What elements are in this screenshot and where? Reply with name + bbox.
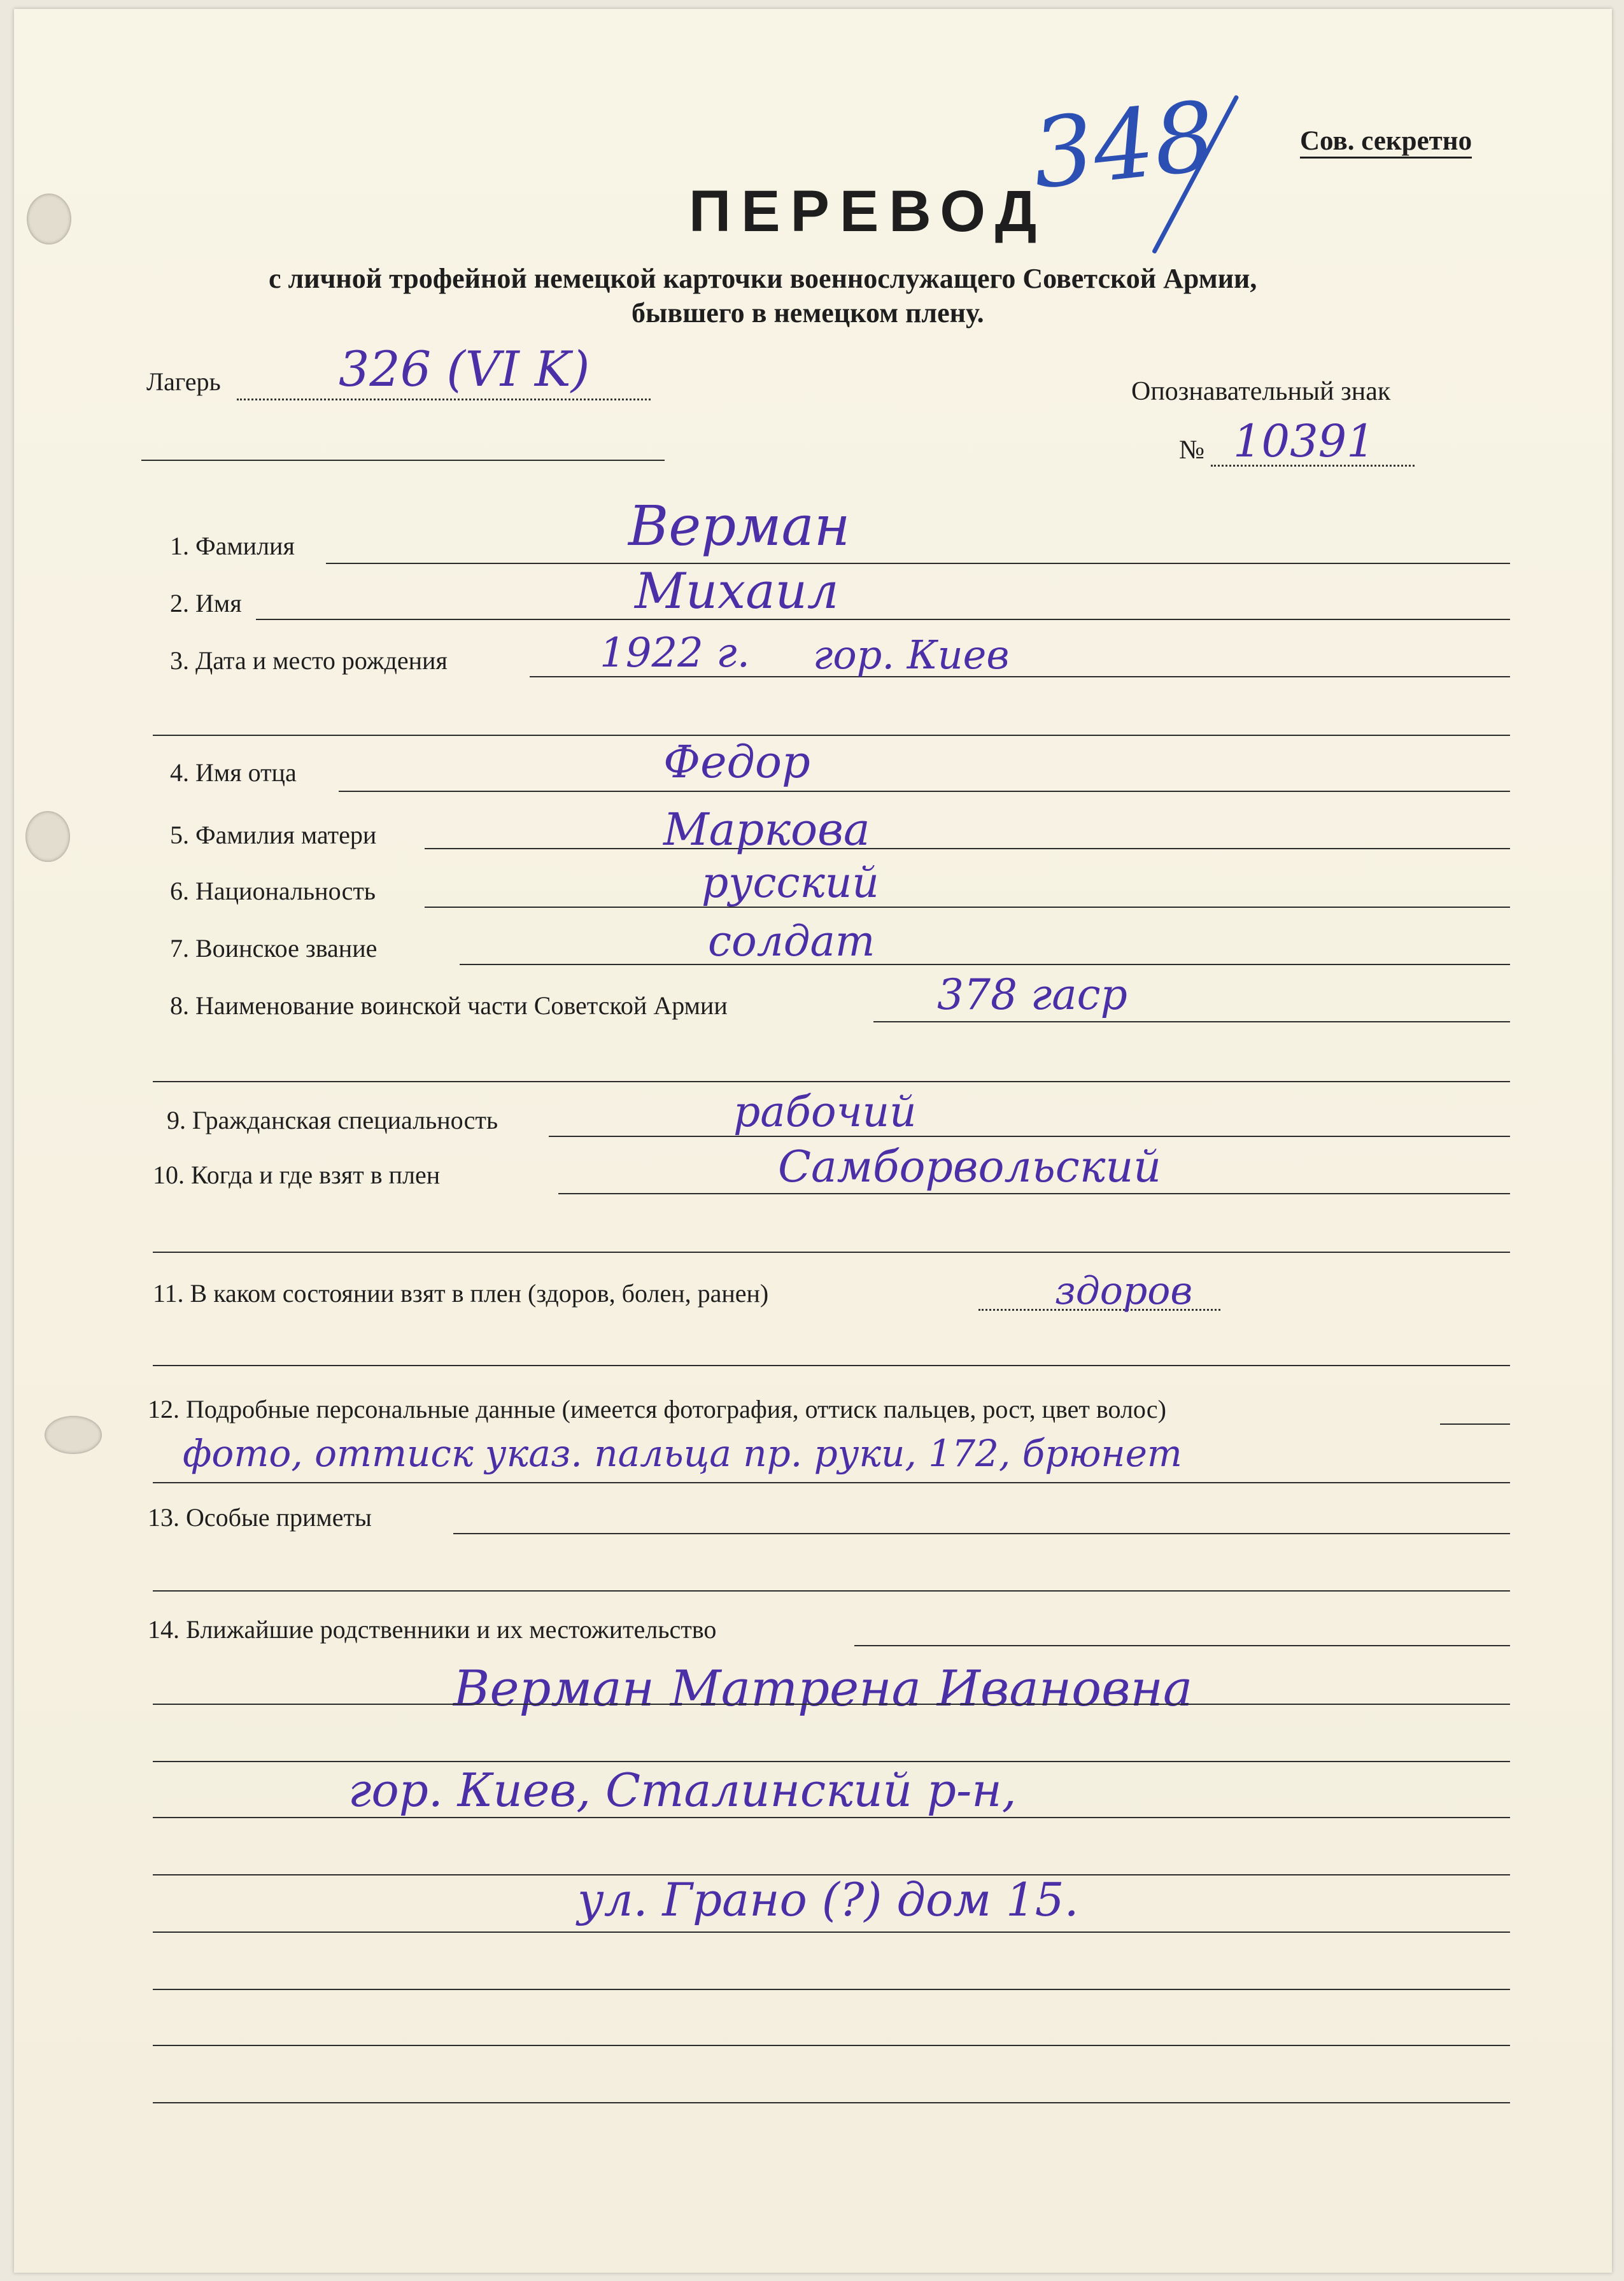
relatives-rule-8 xyxy=(153,2102,1510,2103)
field-label-birth: 3. Дата и место рождения xyxy=(170,646,448,675)
punch-hole-bottom xyxy=(45,1416,102,1454)
field-value-birth-place: гор. Киев xyxy=(813,632,1010,678)
identity-tag-value: 10391 xyxy=(1233,415,1375,467)
field-value-relatives-line2: гор. Киев, Сталинский р-н, xyxy=(348,1763,1017,1817)
field-line-birth-extra xyxy=(153,735,1510,736)
field-label-military-unit: 8. Наименование воинской части Советской Армии xyxy=(170,991,728,1020)
camp-value: 326 (VI K) xyxy=(339,341,590,397)
camp-dotted-line xyxy=(237,399,651,400)
field-line-special-features xyxy=(453,1533,1510,1534)
document-title: ПЕРЕВОД xyxy=(689,179,1047,244)
field-value-first-name-text: Михаил xyxy=(635,563,839,620)
field-label-first-name: 2. Имя xyxy=(170,589,242,618)
field-label-special-features: 13. Особые приметы xyxy=(148,1503,372,1532)
relatives-rule-6 xyxy=(153,1989,1510,1990)
relatives-rule-5 xyxy=(153,1931,1510,1933)
field-label-father-name: 4. Имя отца xyxy=(170,758,297,787)
field-label-capture-time-place: 10. Когда и где взят в плен xyxy=(153,1161,441,1189)
field-line-capture-time-place xyxy=(558,1193,1510,1194)
field-label-mother-surname: 5. Фамилия матери xyxy=(170,821,377,849)
field-label-civil-profession: 9. Гражданская специальность xyxy=(167,1106,498,1134)
field-line-personal-data xyxy=(1440,1423,1510,1425)
field-line-nationality xyxy=(425,907,1510,908)
field-line-surname xyxy=(326,563,1510,564)
field-line-mother-surname xyxy=(425,848,1510,849)
field-label-rank: 7. Воинское звание xyxy=(170,934,378,963)
field-label-surname: 1. Фамилия xyxy=(170,532,295,560)
field-line-special-features-extra xyxy=(153,1590,1510,1592)
document-sheet xyxy=(14,9,1612,2273)
punch-hole-top xyxy=(27,194,71,244)
field-value-rank: солдат xyxy=(708,917,875,966)
field-label-capture-condition: 11. В каком состоянии взят в плен (здоров, болен, ранен) xyxy=(153,1279,769,1308)
field-value-capture-time-place: Самборвольский xyxy=(778,1142,1162,1192)
document-subtitle-line1: с личной трофейной немецкой карточки военнослужащего Советской Армии, xyxy=(269,263,1257,294)
document-subtitle-line2: бывшего в немецком плену. xyxy=(632,297,984,328)
relatives-rule-7 xyxy=(153,2045,1510,2046)
punch-hole-middle xyxy=(25,811,70,862)
relatives-rule-2 xyxy=(153,1761,1510,1762)
camp-extra-line xyxy=(141,460,665,461)
field-value-relatives-line3: ул. Грано (?) дом 15. xyxy=(577,1873,1079,1926)
field-label-relatives: 14. Ближайшие родственники и их местожительство xyxy=(148,1615,717,1644)
field-value-civil-profession: рабочий xyxy=(733,1087,917,1136)
field-value-personal-data: фото, оттиск указ. пальца пр. руки, 172, брюнет xyxy=(183,1432,1182,1475)
field-line-military-unit xyxy=(873,1021,1510,1022)
identity-tag-label: Опознавательный знак xyxy=(1131,377,1391,406)
field-label-nationality: 6. Национальность xyxy=(170,877,376,905)
field-line-father-name xyxy=(339,791,1510,792)
field-line-military-unit-extra xyxy=(153,1081,1510,1082)
relatives-rule-1 xyxy=(153,1704,1510,1705)
camp-label: Лагерь xyxy=(146,367,221,396)
field-value-birth-date: 1922 г. xyxy=(600,630,750,677)
archive-number: 348 xyxy=(1027,81,1220,211)
identity-tag-number-prefix: № xyxy=(1179,435,1205,465)
field-line-capture-extra xyxy=(153,1252,1510,1253)
classification-stamp: Сов. секретно xyxy=(1300,127,1472,159)
field-line-first-name xyxy=(256,619,1510,620)
field-line-capture-condition-extra xyxy=(153,1365,1510,1366)
field-value-father-name: Федор xyxy=(663,736,810,788)
field-label-personal-data: 12. Подробные персональные данные (имеется фотография, оттиск пальцев, рост, цвет волос) xyxy=(148,1395,1166,1423)
relatives-rule-3 xyxy=(153,1817,1510,1818)
field-line-relatives xyxy=(854,1645,1510,1646)
field-value-surname: Верман xyxy=(628,495,851,558)
field-value-relatives-line1: Верман Матрена Ивановна xyxy=(453,1660,1193,1718)
field-value-mother-surname: Маркова xyxy=(663,803,870,856)
field-line-civil-profession xyxy=(549,1136,1510,1137)
field-value-nationality: русский xyxy=(702,858,879,907)
field-value-military-unit: 378 гаср xyxy=(937,970,1127,1019)
field-value-capture-condition: здоров xyxy=(1055,1269,1193,1313)
field-line-rank xyxy=(460,964,1510,965)
field-line-personal-data-extra xyxy=(153,1482,1510,1483)
